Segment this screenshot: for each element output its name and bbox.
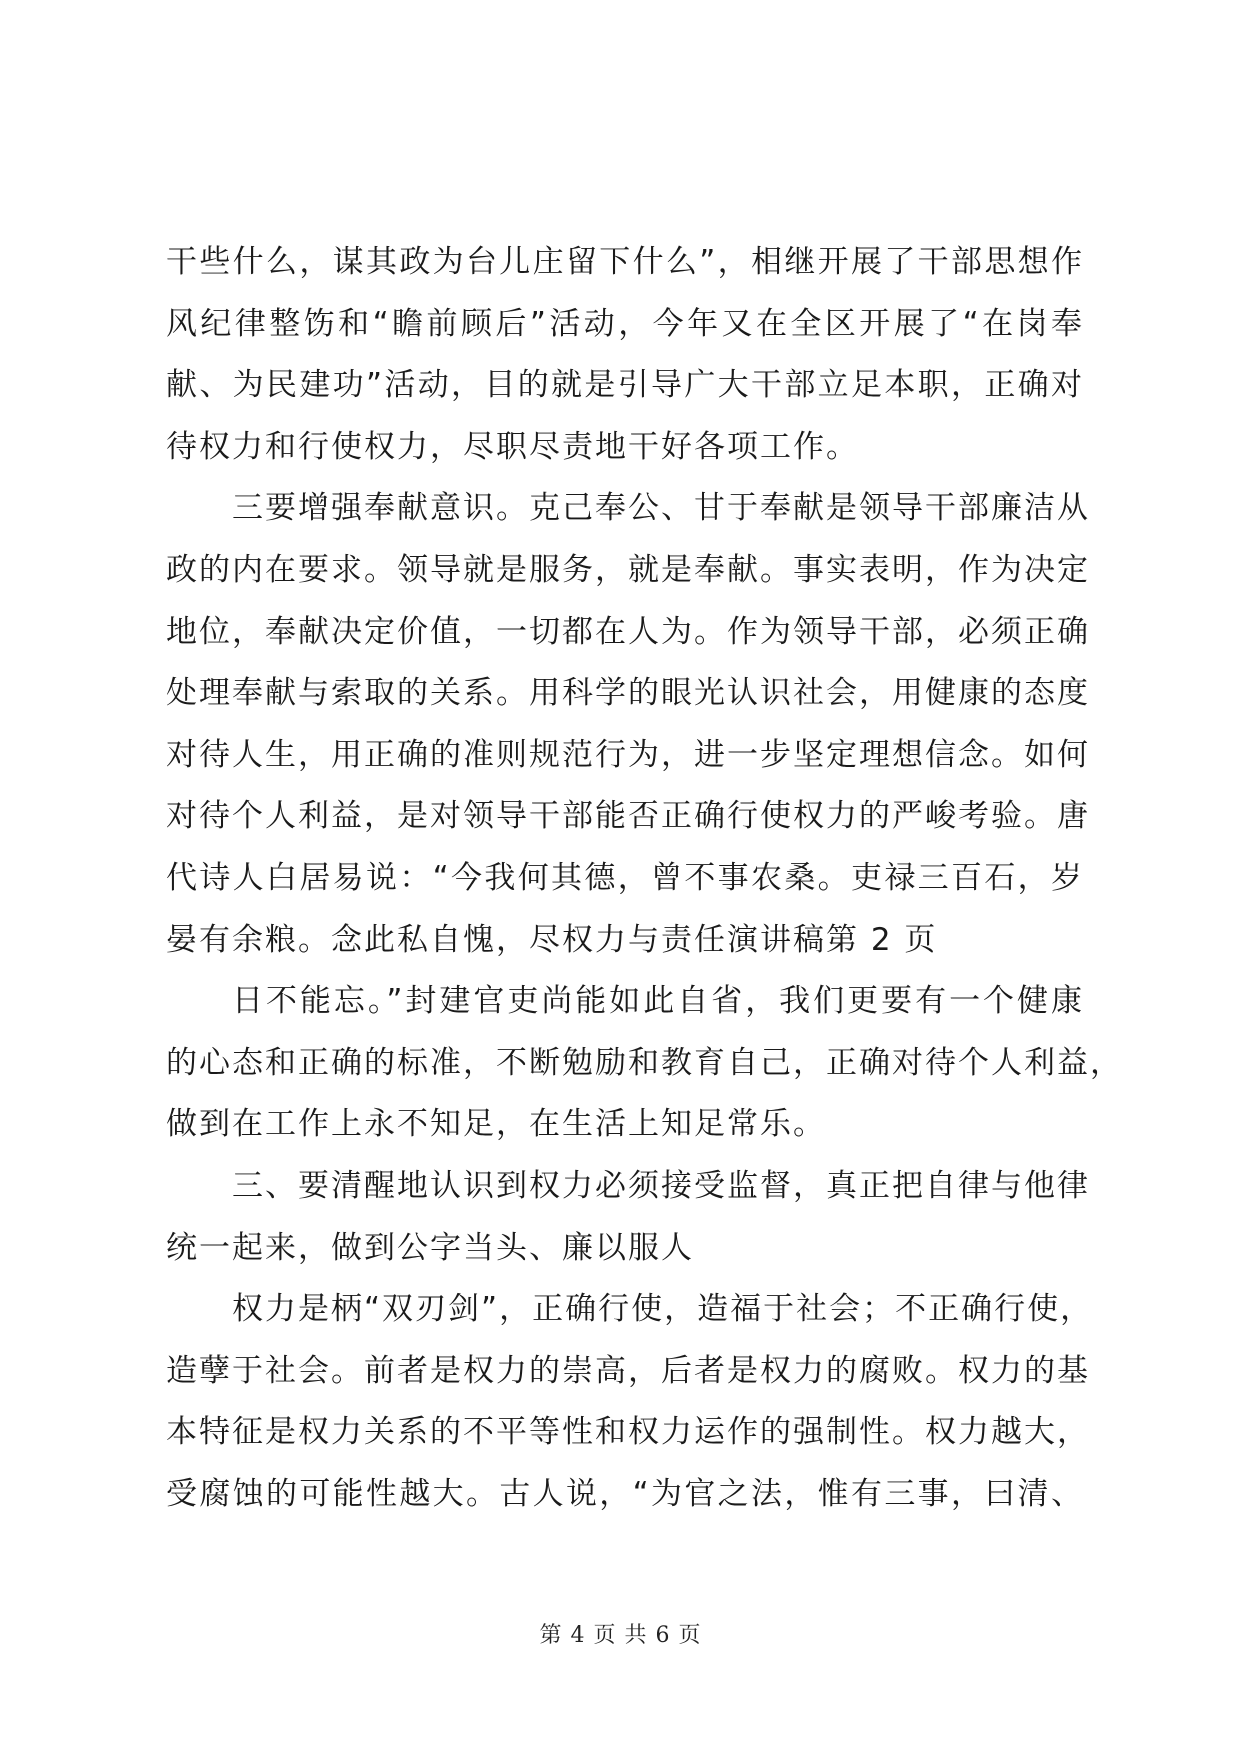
- text-line: 权力是柄“双刃剑”，正确行使，造福于社会；不正确行使，: [232, 1291, 1094, 1328]
- text-line: 干些什么，谋其政为台儿庄留下什么”，相继开展了干部思想作: [166, 244, 1084, 280]
- section-heading-line: 三、要清醒地认识到权力必须接受监督，真正把自律与他律: [232, 1167, 1090, 1204]
- text-line: 处理奉献与索取的关系。用科学的眼光认识社会，用健康的态度: [166, 675, 1090, 712]
- body-text: [166, 232, 1123, 1525]
- text-line: 待权力和行使权力，尽职尽责地干好各项工作。: [166, 428, 859, 465]
- text-line: 本特征是权力关系的不平等性和权力运作的强制性。权力越大，: [166, 1414, 1090, 1451]
- text-line: 晏有余粮。念此私自愧，尽权力与责任演讲稿第 2 页: [166, 921, 938, 958]
- text-line: 献、为民建功”活动，目的就是引导广大干部立足本职，正确对: [166, 367, 1084, 404]
- text-line: 代诗人白居易说：“今我何其德，曾不事农桑。吏禄三百石，岁: [166, 859, 1084, 896]
- text-line: 政的内在要求。领导就是服务，就是奉献。事实表明，作为决定: [166, 551, 1090, 588]
- page-footer: 第 4 页 共 6 页: [539, 1623, 702, 1648]
- text-line: 风纪律整饬和“瞻前顾后”活动，今年又在全区开展了“在岗奉: [166, 305, 1084, 342]
- text-line: 三要增强奉献意识。克己奉公、甘于奉献是领导干部廉洁从: [232, 490, 1090, 527]
- text-line: 造孽于社会。前者是权力的崇高，后者是权力的腐败。权力的基: [166, 1352, 1090, 1389]
- text-line: 的心态和正确的标准，不断勉励和教育自己，正确对待个人利益，: [166, 1044, 1123, 1081]
- text-line: 受腐蚀的可能性越大。古人说，“为官之法，惟有三事，曰清、: [166, 1475, 1084, 1512]
- text-line: 对待人生，用正确的准则规范行为，进一步坚定理想信念。如何: [166, 736, 1090, 773]
- text-line: 对待个人利益，是对领导干部能否正确行使权力的严峻考验。唐: [166, 798, 1090, 835]
- section-heading-line: 统一起来，做到公字当头、廉以服人: [166, 1229, 694, 1266]
- text-line: 做到在工作上永不知足，在生活上知足常乐。: [166, 1106, 826, 1143]
- text-line: 日不能忘。”封建官吏尚能如此自省，我们更要有一个健康: [232, 983, 1084, 1020]
- text-line: 地位，奉献决定价值，一切都在人为。作为领导干部，必须正确: [166, 613, 1090, 650]
